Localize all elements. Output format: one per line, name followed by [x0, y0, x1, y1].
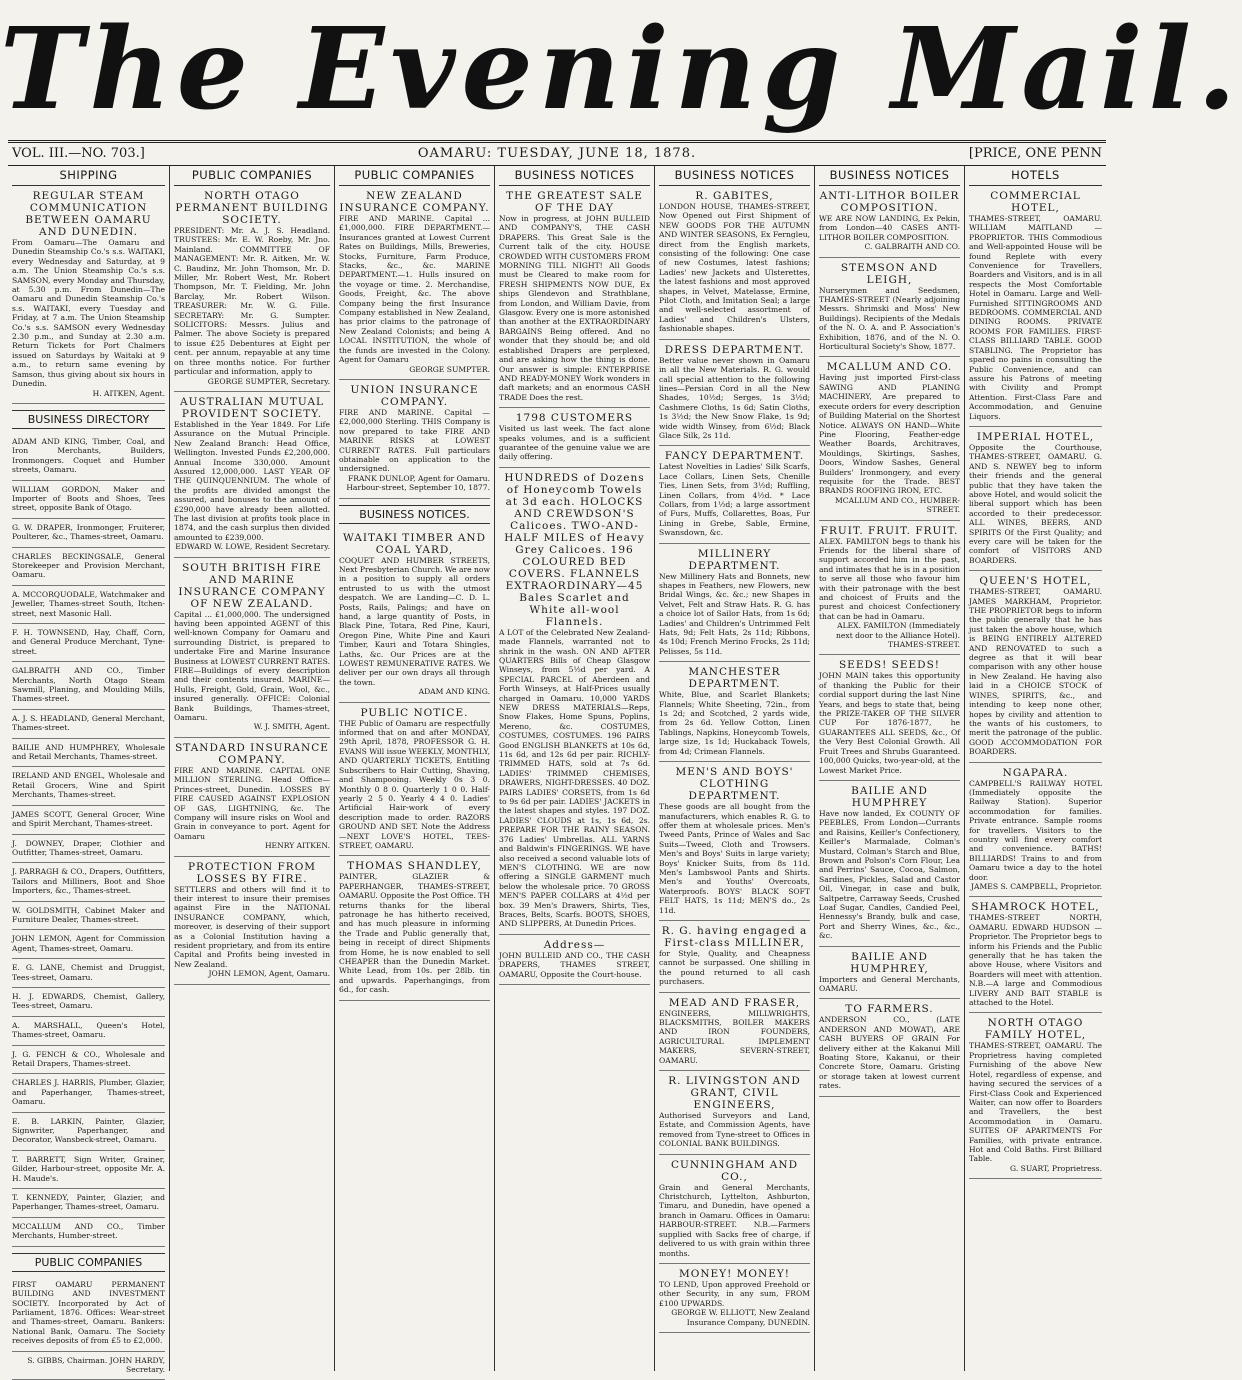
advert-body: PAINTER, GLAZIER & PAPERHANGER, THAMES-STREET, OAMARU. Opposite the Post Office. TH returns thanks for the liberal patronage he has hitherto received, and has much pleasure in informing the Trade and Public generally that, being in receipt of direct Shipments from Home, he is now enabled to sell CHEAPER than the Dunedin Market. White Lead, from 10s. per 28lb. tin and upwards. Paperhangings, from 6d., for cash. [339, 872, 490, 995]
columns [8, 166, 1106, 1374]
column-advert [659, 1071, 810, 1155]
column-1 [8, 166, 170, 1374]
column-advert [969, 427, 1102, 571]
directory-entry: E. B. LARKIN, Painter, Glazier, Signwriter, Paperhanger, and Decorator, Wansbeck-street, Oamaru. [12, 1113, 165, 1151]
advert-body: A LOT of the Celebrated New Zealand-made Flannels, warranted not to shrink in the wash. ON AND AFTER QUARTERS Bills of Cheap Glasgow Winseys, from 5½d per yard. A SPECIAL PARCEL of Aberdeen and Forth Winseys, at Half-Prices usually charged in Oamaru. 10,000 YARDS NEW DRESS MATERIALS—Reps, Snow Flakes, Home Spuns, Poplins, Mereno, &c. COSTUMES, COSTUMES, COSTUMES. 196 PAIRS Good ENGLISH BLANKETS at 10s 6d, 11s 6d, and 12s 6d per pair. RICHLY-TRIMMED HATS, sold at 7s 6d. LADIES' TRIMMED CHEMISES, DRAWERS, NIGHT-DRESSES. 40 DOZ. PAIRS LADIES' CORSETS, from 1s 6d to 9s 6d per pair. LADIES' JACKETS in the latest shapes and styles. 197 DOZ. LADIES' CLOUDS at 1s, 1s 6d, 2s. PREPARE FOR THE RAINY SEASON. 376 Ladies' Umbrellas. ALL YARNS and Baldwin's FINGERINGS. WE have also received a second valuable lots of MEN'S CLOTHING. WE are now offering a SINGLE GARMENT much below the wholesale price. 70 GROSS MEN'S PAPER COLLARS at 4½d per box. 39 Men's Drawers, Shirts, Ties, Braces, Belts, Scarfs. BOOTS, SHOES, AND SLIPPERS, At Dunedin Prices. [499, 627, 650, 929]
masthead [0, 0, 1242, 140]
column-advert [659, 993, 810, 1071]
column-advert [969, 186, 1102, 427]
section-heading: PUBLIC COMPANIES [12, 1253, 165, 1272]
advert-heading: R. GABITES, [695, 190, 774, 202]
column-advert [12, 186, 165, 404]
advert-body: White, Blue, and Scarlet Blankets; Flannels; White Sheeting, 72in., from 1s 2d; and Scotched, 2 yards wide, from 2s 6d. Yellow Cotton, Linen Tablings, Napkins, Honeycomb Towels, large size, 1s 1d; Huckaback Towels, from 4d; Crimean Flannels. [659, 690, 810, 756]
advert-heading: UNION INSURANCE COMPANY. [350, 383, 479, 408]
column-heading: BUSINESS NOTICES [819, 166, 960, 186]
advert-body: THAMES-STREET, OAMARU. WILLIAM MAITLAND — PROPRIETOR. THIS Commodious and Well-appointed House will be found Replete with every Convenience for Travellers, Boarders and Visitors, and is in all respects the Most Comfortable Hotel in Oamaru. Large and Well-Furnished SITTINGROOMS AND BEDROOMS. COMMERCIAL AND DINING ROOMS. PRIVATE ROOMS FOR FAMILIES. FIRST-CLASS BILLIARD TABLE. GOOD STABLING. The Proprietor has spared no pains in consulting the Public Convenience, and can assure his Patrons of meeting with Civility and Prompt Attention. First-Class Fare and Accommodation, and Genuine Liquors. [969, 214, 1102, 421]
directory-entry: JOHN LEMON, Agent for Commission Agent, Thames-street, Oamaru. [12, 930, 165, 959]
advert-body: FIRE AND MARINE. Capital ... £1,000,000. FIRE DEPARTMENT.—Insurances granted at Lowest Current Rates on Buildings, Mills, Breweries, Stocks, Furniture, Farm Produce, Stacks, &c., &c. MARINE DEPARTMENT.—1. Hulls insured on the voyage or time. 2. Merchandise, Goods, Freight, &c. The above Company being the first Insurance Company established in New Zealand, has prior claims to the patronage of New Zealand Colonists; and being A LOCAL INSTITUTION, the whole of the funds are invested in the Colony. Agent for Oamaru [339, 214, 490, 365]
directory-entry: G. W. DRAPER, Ironmonger, Fruiterer, Poulterer, &c., Thames-street, Oamaru. [12, 519, 165, 548]
advert-signature: MCALLUM AND CO., HUMBER-STREET. [835, 495, 960, 515]
advert-signature: EDWARD W. LOWE, Resident Secretary. [175, 542, 330, 552]
advert-body: Importers and General Merchants, OAMARU. [819, 974, 960, 993]
advert-body: ALEX. FAMILTON begs to thank his Friends for the liberal share of support accorded him in the past, and intimates that he is in a position to serve all those who favour him with their patronage with the best and choicest of Fruits and the purest and choicest Confectionery that can be had in Oamaru. [819, 536, 960, 621]
advert-heading: IMPERIAL HOTEL, [976, 430, 1095, 443]
advert-heading: HUNDREDS of Dozens of Honeycomb Towels at 3d each. HOLOCKS AND CREWDSON'S Calicoes. TWO-AND-HALF MILES of Heavy Grey Calicoes. 196 COLOURED BED COVERS. FLANNELS EXTRAORDINARY—45 Bales Scarlet and White all-wool Flannels. [504, 471, 645, 628]
column-heading: BUSINESS NOTICES [499, 166, 650, 186]
column-heading: SHIPPING [12, 166, 165, 186]
column-7 [965, 166, 1106, 1371]
advert-body: Latest Novelties in Ladies' Silk Scarfs, Lace Collars, Linen Sets, Chenille Ties, Linen Sets, from 3½d; Ruffling, Linen Collars, from 4½d. * Lace Collars, from 1½d; a large assortment of Furs, Muffs, Collarettes, Boas, Fur Lining in Grebe, Sable, Ermine, Swansdown, &c. [659, 462, 810, 538]
advert-body: THE Public of Oamaru are respectfully informed that on and after MONDAY, 29th April, 1878, PROFESSOR G. H. EVANS Will issue WEEKLY, MONTHLY, AND QUARTERLY TICKETS, Entitling Subscribers to Hair Cutting, Shaving, and Shampooing. Weekly 0s 3 0. Monthly 0 8 0. Quarterly 1 0 0. Half-yearly 2 5 0. Yearly 4 4 0. Ladies' Artificial Hair-work of every description made to order. RAZORS GROUND AND SET. Note the Address—NEXT LOVE'S HOTEL, TEES-STREET, OAMARU. [339, 718, 490, 850]
advert-signature: H. AITKEN, Agent. [92, 388, 165, 398]
advert-signature: JAMES S. CAMPBELL, Proprietor. [971, 882, 1102, 891]
advert-signature: W. J. SMITH, Agent. [253, 722, 330, 732]
column-advert [819, 781, 960, 947]
advert-body: Have now landed, Ex COUNTY OF PEEBLES, From London—Currants and Raisins, Keiller's Confectionery, Keiller's Marmalade, Colman's Mustard, Colman's Starch and Blue, Brown and Polson's Corn Flour, Lea and Perrins' Sauce, Cocoa, Salmon, Sardines, Pickles, Salad and Castor Oil, Vinegar, in case and bulk, Saltpetre, Carraway Seeds, Crushed Loaf Sugar, Candles, Candied Peel, Hennessy's Brandy, bulk and case, Port and Sherry Wines, &c., &c., &c. [819, 808, 960, 941]
advert-body: Visited us last week. The fact alone speaks volumes, and is a sufficient guarantee of the genuine value we are daily offering. [499, 424, 650, 462]
column-advert [819, 999, 960, 1096]
advert-heading: FANCY DEPARTMENT. [664, 450, 805, 463]
column-advert [499, 468, 650, 935]
advert-heading: AUSTRALIAN MUTUAL PROVIDENT SOCIETY. [179, 395, 325, 420]
column-advert [819, 357, 960, 520]
newspaper-title: The Evening Mail. [0, 4, 1242, 135]
advert-heading: MILLINERY DEPARTMENT. [688, 547, 781, 572]
issue-date: OAMARU: TUESDAY, JUNE 18, 1878. [417, 146, 697, 161]
advert-signature: C. GALBRAITH AND CO. [864, 242, 960, 252]
advert-heading: ANTI-LITHOR BOILER COMPOSITION. [819, 190, 960, 214]
directory-entry: H. J. EDWARDS, Chemist, Gallery, Tees-street, Oamaru. [12, 988, 165, 1017]
directory-entry: IRELAND AND ENGEL, Wholesale and Retail Grocers, Wine and Spirit Merchants, Thames-street. [12, 767, 165, 805]
dateline [8, 140, 1106, 166]
directory-entry: E. G. LANE, Chemist and Druggist, Tees-street, Oamaru. [12, 959, 165, 988]
volume-number: VOL. III.—NO. 703.] [12, 146, 145, 161]
society-signature: S. GIBBS, Chairman. JOHN HARDY, Secretary. [12, 1352, 165, 1380]
advert-heading: MEN'S AND BOYS' CLOTHING DEPARTMENT. [675, 766, 794, 803]
advert-heading: SOUTH BRITISH FIRE AND MARINE INSURANCE COMPANY OF NEW ZEALAND. [178, 561, 326, 610]
advert-signature: ADAM AND KING. [418, 687, 490, 697]
advert-heading: 1798 CUSTOMERS [515, 412, 634, 425]
column-advert [339, 186, 490, 380]
advert-heading: FRUIT. FRUIT. FRUIT. [820, 524, 959, 537]
advert-heading: MCALLUM AND CO. [826, 361, 953, 374]
column-advert [969, 1013, 1102, 1179]
advert-body: Having just imported First-class SAWING AND PLANING MACHINERY, Are prepared to execute orders for every description of Building Material on the Shortest Notice. ALWAYS ON HAND—White Pine Flooring, Feather-edge Weather Boards, Architraves, Mouldings, Skirtings, Sashes, Doors, Window Sashes, General Builders' Ironmongery, and every requisite for the Trade. BEST BRANDS ROOFING IRON, ETC. [819, 373, 960, 496]
column-advert [174, 857, 330, 985]
directory-entry: CHARLES BECKINGSALE, General Storekeeper and Provision Merchant, Oamaru. [12, 548, 165, 586]
advert-body: Now in progress, at JOHN BULLEID AND COMPANY'S, THE CASH DRAPERS. This Great Sale is the Current talk of the city. HOUSE CROWDED WITH CUSTOMERS FROM MORNING TILL NIGHT! All Goods must be Cleared to make room for FRESH SHIPMENTS NOW DUE, Ex ships Glendevon and Strathblane, from London, and William Davie, from Glasgow. Every one is more astonished than another at the EXTRAORDINARY BARGAINS Being offered. And no wonder that they should be; and old established Drapers are perplexed, and are asking how the thing is done. Our answer is simple: ENTERPRISE AND READY-MONEY Work wonders in daft markets; and an enormous CASH TRADE Does the rest. [499, 214, 650, 402]
advert-heading: CUNNINGHAM AND CO., [671, 1158, 798, 1183]
price: [PRICE, ONE PENN [968, 146, 1102, 161]
column-heading: BUSINESS NOTICES [659, 166, 810, 186]
advert-body: Opposite the Courthouse, THAMES-STREET, OAMARU. G. AND S. NEWEY beg to inform their friends and the general public that they have taken the above Hotel, and would solicit the liberal support which has been accorded to their predecessor. ALL WINES, BEERS, AND SPIRITS Of the First Quality; and every care will be taken for the comfort of VISITORS AND BOARDERS. [969, 442, 1102, 565]
advert-body: New Millinery Hats and Bonnets, new shapes in Feathers, new Flowers, new Bridal Wings, &c. &c.; new Shapes in Velvet, Felt and Straw Hats. R. G. has a choice lot of Sailor Hats, from 1s 6d; Ladies' and Children's Untrimmed Felt Hats, 9d; Felt Hats, 2s 11d; Ribbons, 4s 10d; French Merino Frocks, 2s 11d; Pelisses, 5s 11d. [659, 571, 810, 656]
column-advert [339, 380, 490, 499]
column-advert [819, 521, 960, 656]
advert-heading: PROTECTION FROM LOSSES BY FIRE. [187, 860, 317, 885]
advert-heading: NORTH OTAGO FAMILY HOTEL, [984, 1017, 1087, 1042]
advert-signature: JOHN LEMON, Agent, Oamaru. [208, 969, 330, 979]
advert-heading: BAILIE AND HUMPHREY, [850, 950, 929, 975]
advert-heading: THE GREATEST SALE OF THE DAY [506, 190, 643, 214]
advert-body: Established in the Year 1849. For Life Assurance on the Mutual Principle. New Zealand Branch: Head Office, Wellington. Invested Funds £2,200,000. Annual Income 330,000. Amount Assured 12,000,000. LAST YEAR OF THE QUINQUENNIUM. The whole of the profits are divided amongst the assured, and bonuses to the amount of £290,000 have already been allotted. The last division at profits took place in 1874, and the cash surplus then divided amounted to £239,000. [174, 419, 330, 542]
advert-body: TO LEND, Upon approved Freehold or other Security, in any sum, FROM £100 UPWARDS. [659, 1279, 810, 1308]
column-advert [499, 408, 650, 468]
column-advert [659, 186, 810, 340]
column-heading: PUBLIC COMPANIES [174, 166, 330, 186]
column-advert [819, 947, 960, 1000]
column-advert [174, 186, 330, 392]
advert-heading: REGULAR STEAM COMMUNICATION BETWEEN OAMARU AND DUNEDIN. [25, 190, 152, 238]
advert-body: WE ARE NOW LANDING, Ex Pekin, from London—40 CASES ANTI-LITHOR BOILER COMPOSITION. [819, 214, 960, 242]
column-advert [499, 935, 650, 985]
column-5 [655, 166, 815, 1371]
advert-signature: G. SUART, Proprietress. [1010, 1163, 1102, 1173]
advert-body: THAMES-STREET, OAMARU. JAMES MARKHAM, Proprietor. THE PROPRIETOR begs to inform the public generally that he has just taken the above house, which is BEING ENTIRELY ALTERED AND RENOVATED to such a degree as that it will bear comparison with any other house in New Zealand. He having also laid in a CHOICE STOCK of WINES, SPIRITS, &c., and intending to keep none other, hopes by civility and attention to the wants of his customers, to merit the patronage of the public. GOOD ACCOMMODATION FOR BOARDERS. [969, 587, 1102, 757]
advert-signature: HENRY AITKEN. [264, 841, 330, 851]
advert-heading: QUEEN'S HOTEL, [979, 575, 1092, 588]
directory-entry: W. GOLDSMITH, Cabinet Maker and Furniture Dealer, Thames-street. [12, 902, 165, 931]
column-heading: HOTELS [969, 166, 1102, 186]
advert-heading: TO FARMERS. [845, 1003, 934, 1016]
advert-heading: PUBLIC NOTICE. [360, 706, 469, 719]
advert-body: Capital ... £1,000,000. The undersigned having been appointed AGENT of this well-known Company for Oamaru and surrounding District, is prepared to undertake Fire and Marine Insurance Business at LOWEST CURRENT RATES. FIRE—Buildings of every description and their contents insured. MARINE—Hulls, Freight, Gold, Grain, Wool, &c., insured generally. OFFICE: Colonial Bank Buildings, Thames-street, Oamaru. [174, 609, 330, 723]
column-advert [819, 186, 960, 258]
column-advert [659, 1155, 810, 1264]
directory-entry: A. J. S. HEADLAND, General Merchant, Thames-street. [12, 710, 165, 739]
column-advert [969, 897, 1102, 1013]
advert-body: FIRE AND MARINE. CAPITAL ONE MILLION STERLING. Head Office—Princes-street, Dunedin. LOSSES BY FIRE CAUSED AGAINST EXPLOSION OF GAS, LIGHTNING, &c. The Company will insure risks on Wool and Grain in conveyance to port. Agent for Oamaru [174, 765, 330, 841]
section-heading: BUSINESS DIRECTORY [12, 410, 165, 429]
column-3 [335, 166, 495, 1371]
advert-body: THAMES-STREET NORTH, OAMARU. EDWARD HUDSON — Proprietor. The Proprietor begs to inform his Friends and the Public generally that he has taken the above House, where Visitors and Boarders will meet with attention. N.B.—A large and Commodious LIVERY AND BAIT STABLE is attached to the Hotel. [969, 913, 1102, 1008]
advert-body: for Style, Quality, and Cheapness cannot be surpassed. One shilling in the pound returned to all cash purchasers. [659, 948, 810, 987]
section-heading: BUSINESS NOTICES. [339, 505, 490, 524]
advert-heading: MANCHESTER DEPARTMENT. [688, 666, 781, 691]
column-advert [659, 446, 810, 543]
advert-heading: R. G. having engaged a First-class MILLINER, [661, 924, 808, 949]
column-advert [969, 571, 1102, 762]
advert-heading: STANDARD INSURANCE COMPANY. [175, 741, 329, 766]
advert-body: These goods are all bought from the manufacturers, which enables R. G. to offer them at wholesale prices. Men's Tweed Pants, Prince of Wales and Sac Suits—Tweed, Cloth and Trowsers. Men's and Boys' Suits in large variety; Boys' Knicker Suits, from 8s 11d. Men's Lambswool Pants and Shirts. Men's and Youths' Overcoats, Waterproofs. BOYS' BLACK SOFT FELT HATS, 1s 11d; MEN'S do., 2s 11d. [659, 802, 810, 915]
column-advert [819, 655, 960, 780]
advert-body: Grain and General Merchants, Christchurch, Lyttelton, Ashburton, Timaru, and Dunedin, have opened a branch in Oamaru. Offices in Oamaru: HARBOUR-STREET. N.B.—Farmers supplied with Sacks free of charge, if delivered to us with grain within three months. [659, 1182, 810, 1258]
advert-signature: GEORGE W. ELLIOTT, New Zealand Insurance Company, DUNEDIN. [671, 1308, 810, 1327]
advert-body: Authorised Surveyors and Land, Estate, and Commission Agents, have removed from Tyne-street to Offices in COLONIAL BANK BUILDINGS. [659, 1111, 810, 1149]
column-advert [339, 528, 490, 703]
directory-entry: MCCALLUM AND CO., Timber Merchants, Humber-street. [12, 1218, 165, 1247]
advert-heading: Address— [543, 938, 606, 951]
column-advert [659, 921, 810, 993]
advert-signature: ALEX. FAMILTON (Immediately next door to the Alliance Hotel). THAMES-STREET. [836, 621, 960, 650]
society-notice: FIRST OAMARU PERMANENT BUILDING AND INVESTMENT SOCIETY. Incorporated by Act of Parliament, 1876. Offices: Wear-street and Thames-street, Oamaru. Bankers: National Bank, Oamaru. The Society receives deposits of from £5 to £2,000. [12, 1276, 165, 1352]
advert-body: FIRE AND MARINE. Capital — £2,000,000 Sterling. THIS Company is now prepared to take FIRE AND MARINE RISKS at LOWEST CURRENT RATES. Full particulars obtainable on application to the undersigned. [339, 407, 490, 474]
directory-entry: F. H. TOWNSEND, Hay, Chaff, Corn, and General Produce Merchant, Tyne-street. [12, 624, 165, 662]
advert-body: Nurserymen and Seedsmen, THAMES-STREET (Nearly adjoining Messrs. Shrimski and Moss' New Buildings). Recipients of the Medals of the N. O. A. and P. Association's Exhibition, 1876, and of the N. O. Horticultural Society's Show, 1877. [819, 285, 960, 352]
advert-heading: SEEDS! SEEDS! [838, 659, 941, 672]
advert-heading: NGAPARA. [1002, 766, 1069, 779]
advert-heading: STEMSON AND LEIGH, [840, 261, 939, 286]
advert-heading: NORTH OTAGO PERMANENT BUILDING SOCIETY. [175, 190, 329, 226]
advert-heading: SHAMROCK HOTEL, [971, 901, 1100, 914]
advert-body: COQUET AND HUMBER STREETS, Next Presbyterian Church. We are now in a position to supply all orders entrusted to us with the utmost despatch. We are Landing—C. D. L. Posts, Rails, Palings; and have on hand, a large quantity of Posts, in Black Pine, Totara, Red Pine, Kauri, Oregon Pine, White Pine and Kauri Timber, Kauri and Totara Shingles, Laths, &c. Our Prices are at the LOWEST REMUNERATIVE RATES. We deliver per our own drays all through the town. [339, 555, 490, 687]
advert-heading: WAITAKI TIMBER AND COAL YARD, [342, 531, 487, 556]
advert-heading: BAILIE AND HUMPHREY [851, 784, 928, 809]
directory-entry: CHARLES J. HARRIS, Plumber, Glazier, and Paperhanger, Thames-street, Oamaru. [12, 1074, 165, 1112]
directory-entry: WILLIAM GORDON, Maker and Importer of Boots and Shoes, Tees street, opposite Bank of Otago. [12, 481, 165, 519]
column-advert [659, 762, 810, 921]
advert-heading: R. LIVINGSTON AND GRANT, CIVIL ENGINEERS, [668, 1075, 801, 1112]
advert-body: SETTLERS and others will find it to their interest to insure their premises against Fire in the NATIONAL INSURANCE COMPANY, which, moreover, is deserving of their support as a Colonial Institution having a resident proprietary, and from its entire Capital and Profits being invested in New Zealand. [174, 884, 330, 969]
column-2 [170, 166, 335, 1371]
directory-entry: T. BARRETT, Sign Writer, Grainer, Gilder, Harbour-street, opposite Mr. A. H. Maude's. [12, 1151, 165, 1189]
column-advert [969, 763, 1102, 898]
directory-entry: T. KENNEDY, Painter, Glazier, and Paperhanger, Thames-street, Oamaru. [12, 1189, 165, 1218]
column-advert [659, 1264, 810, 1333]
directory-entry: ADAM AND KING, Timber, Coal, and Iron Merchants, Builders, Ironmongers. Coquet and Humber streets, Oamaru. [12, 433, 165, 481]
directory-entry: GALBRAITH AND CO., Timber Merchants, North Otago Steam Sawmill, Planing, and Moulding Mills, Thames-street. [12, 662, 165, 710]
column-advert [339, 856, 490, 1000]
advert-signature: GEORGE SUMPTER. [409, 364, 490, 374]
column-advert [659, 662, 810, 762]
advert-body: ENGINEERS, MILLWRIGHTS, BLACKSMITHS, BOILER MAKERS AND IRON FOUNDERS, AGRICULTURAL IMPLEMENT MAKERS, SEVERN-STREET, OAMARU. [659, 1008, 810, 1065]
directory-entry: A. MARSHALL, Queen's Hotel, Thames-street, Oamaru. [12, 1017, 165, 1046]
column-6 [815, 166, 965, 1371]
column-advert [174, 558, 330, 738]
directory-entry: A. MCCORQUODALE, Watchmaker and Jeweller, Thames-street South, Itchen-street, next Masonic Hall. [12, 586, 165, 624]
directory-entry: J. G. FENCH & CO., Wholesale and Retail Drapers, Thames-street. [12, 1046, 165, 1075]
advert-body: JOHN BULLEID AND CO., THE CASH DRAPERS, THAMES STREET, OAMARU, Opposite the Court-house. [499, 950, 650, 979]
advert-body: PRESIDENT: Mr. A. J. S. Headland. TRUSTEES: Mr. E. W. Roeby, Mr. Jno. Mainland. COMMITTEE OF MANAGEMENT: Mr. R. Aitken, Mr. W. C. Baudinz, Mr. John Thomson, Mr. D. Miller, Mr. Robert West, Mr. Robert Thompson, Mr. T. Fielding, Mr. John Barclay, Mr. Robert Wilson. TREASURER: Mr. W. G. Fille. SECRETARY: Mr. G. Sumpter. SOLICITORS: Messrs. Julius and Palmer. The above Society is prepared to issue £25 Debentures at Eight per cent. per annum, repayable at any time on three months notice. For further particular and information, apply to [174, 226, 330, 377]
advert-body: Better value never shown in Oamaru in all the New Materials. R. G. would call special attention to the following lines—Persian Cord in all the New Shades, 10½d; Serges, 1s 3½d; Cashmere Cloths, 1s 6d; Satin Cloths, 1s 3½d; the New Snow Flake, 1s 9d; wide width Winsey, from 6½d; Black Glace Silk, 2s 11d. [659, 355, 810, 440]
column-advert [659, 544, 810, 663]
column-4 [495, 166, 655, 1371]
advert-body: ANDERSON CO., (LATE ANDERSON AND MOWAT), ARE CASH BUYERS OF GRAIN For delivery either at the Kakanui Mill Boating Store, Kakanui, or their Concrete Store, Oamaru. Gristing or storage taken at lowest current rates. [819, 1015, 960, 1091]
advert-body: CAMPBELL'S RAILWAY HOTEL (Immediately opposite the Railway Station). Superior accommodation for families. Private entrance. Sample rooms for travellers. Visitors to the country will find every comfort and convenience. BATHS! BILLIARDS! Trains to and from Oamaru twice a day to the hotel door. [969, 778, 1102, 882]
advert-heading: DRESS DEPARTMENT. [664, 343, 805, 356]
advert-body: LONDON HOUSE, THAMES-STREET, Now Opened out First Shipment of NEW GOODS FOR THE AUTUMN AND WINTER SEASONS, Ex Ferngleu, direct from the English markets, consisting of the following: One case of new Costumes, latest fashions; Ladies' new Jackets and Ulsterettes, the latest fashions and most approved shapes, in Velvet, Matelasse, Ermine, Pilot Cloth, and Imitation Seal; a large and well-selected assortment of Ladies' and Children's Ulsters, fashionable shapes. [659, 202, 810, 334]
advert-body: JOHN MAIN takes this opportunity of thanking the Public for their cordial support during the last Nine Years, and begs to state that, being the PRIZE-TAKER OF THE SILVER CUP For 1876-1877, he GUARANTEES ALL SEEDS, &c., Of the Very Best Colonial Growth. All Fruit Trees and Shrubs Guaranteed. 100,000 Quicks, two-year-old, at the Lowest Market Price. [819, 671, 960, 775]
directory-entry: J. PARRAGH & CO., Drapers, Outfitters, Tailors and Milliners, Boot and Shoe Importers, &c., Thames-street. [12, 863, 165, 901]
column-advert [174, 392, 330, 558]
advert-body: THAMES-STREET, OAMARU. The Proprietress having completed Furnishing of the above New Hotel, regardless of expense, and having secured the services of a First-Class Cook and Experienced Waiter, can now offer to Boarders and Travellers, the best Accommodation in Oamaru. SUITES OF APARTMENTS For Families, with private entrance. Hot and Cold Baths. First Billiard Table. [969, 1041, 1102, 1164]
column-heading: PUBLIC COMPANIES [339, 166, 490, 186]
advert-signature: GEORGE SUMPTER, Secretary. [207, 376, 330, 386]
column-advert [339, 703, 490, 857]
directory-entry: J. DOWNEY, Draper, Clothier and Outfitter, Thames-street, Oamaru. [12, 835, 165, 864]
column-advert [499, 186, 650, 408]
advert-heading: MEAD AND FRASER, [668, 996, 801, 1009]
column-advert [819, 258, 960, 358]
advert-heading: MONEY! MONEY! [678, 1267, 791, 1280]
directory-entry: JAMES SCOTT, General Grocer, Wine and Spirit Merchant, Thames-street. [12, 806, 165, 835]
directory-entry: BAILIE AND HUMPHREY, Wholesale and Retail Merchants, Thames-street. [12, 739, 165, 768]
advert-heading: NEW ZEALAND INSURANCE COMPANY. [339, 190, 490, 214]
column-advert [174, 738, 330, 857]
column-advert [659, 340, 810, 447]
advert-signature: FRANK DUNLOP, Agent for Oamaru. Harbour-street, September 10, 1877. [346, 473, 490, 493]
advert-heading: COMMERCIAL HOTEL, [990, 190, 1081, 214]
advert-heading: THOMAS SHANDLEY, [347, 860, 482, 873]
advert-body: From Oamaru—The Oamaru and Dunedin Steamship Co.'s s.s. WAITAKI, every Wednesday and Saturday, at 9 a.m. The Union Steamship Co.'s s.s. SAMSON, every Monday and Thursday, at 5.30 p.m. From Dunedin—The Oamaru and Dunedin Steamship Co.'s s.s. WAITAKI, every Tuesday and Friday, at 7 a.m. The Union Steamship Co.'s s.s. SAMSON every Wednesday 2.30 p.m., and Sunday at 2.30 a.m. Return Tickets for Port Chalmers issued on Saturdays by Waitaki at 9 a.m., to return same evening by Samson, thus giving about six hours in Dunedin. [12, 238, 165, 389]
